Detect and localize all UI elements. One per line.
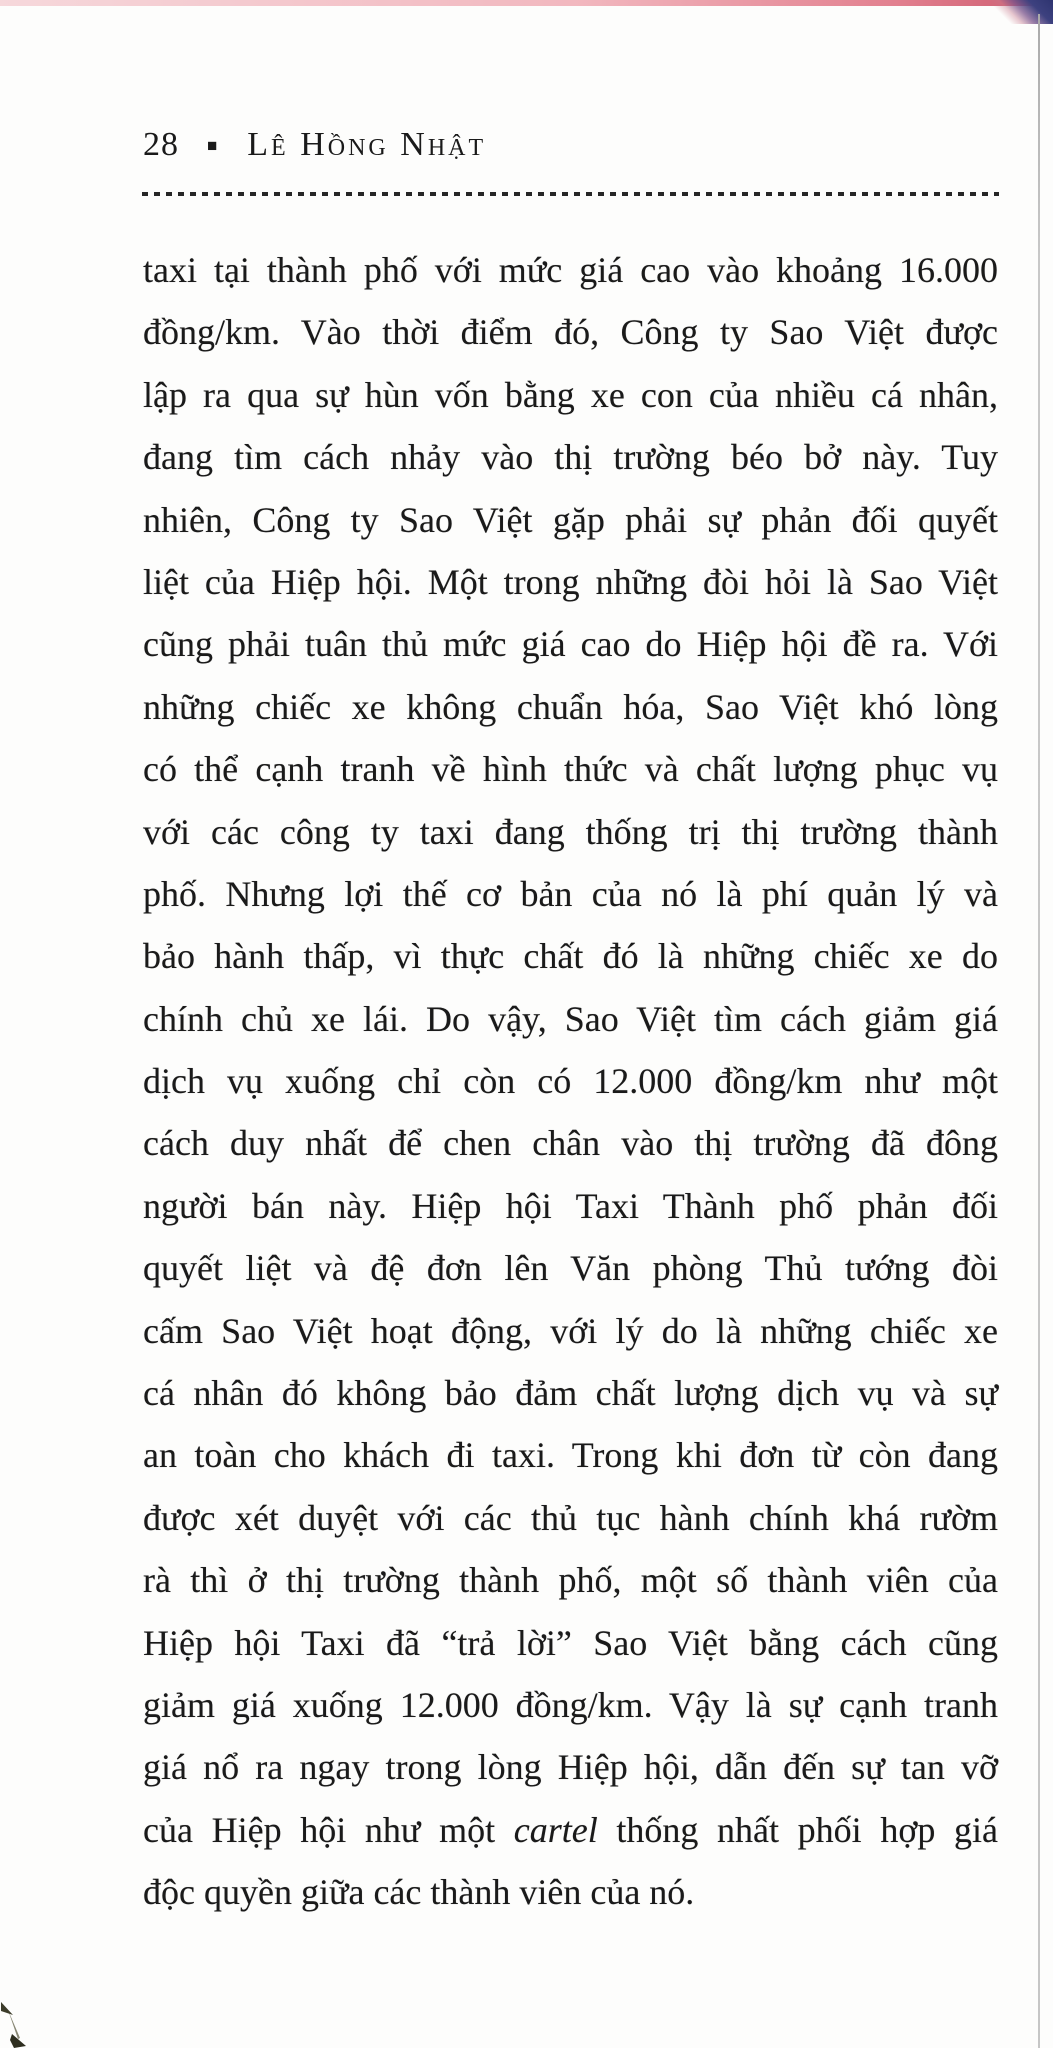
text-line: an toàn cho khách đi taxi. Trong khi đơn từ còn đang xyxy=(143,1435,998,1476)
square-bullet-icon: ■ xyxy=(207,136,218,155)
text-line: được xét duyệt với các thủ tục hành chính khá rườm xyxy=(143,1497,998,1538)
scan-artifact-bottom-left-mark xyxy=(0,1996,40,2048)
text-line: cấm Sao Việt hoạt động, với lý do là những chiếc xe xyxy=(143,1310,998,1351)
text-line: cá nhân đó không bảo đảm chất lượng dịch vụ và sự xyxy=(143,1373,998,1414)
text-line: có thể cạnh tranh về hình thức và chất lượng phục vụ xyxy=(143,749,998,790)
body-text xyxy=(143,239,998,1924)
text-line: phố. Nhưng lợi thế cơ bản của nó là phí quản lý và xyxy=(143,873,998,914)
text-line: dịch vụ xuống chỉ còn có 12.000 đồng/km như một xyxy=(143,1061,998,1102)
text-line: Hiệp hội Taxi đã “trả lời” Sao Việt bằng cách cũng xyxy=(143,1622,998,1663)
running-head-author: Lê Hồng Nhật xyxy=(247,126,487,163)
text-line: taxi tại thành phố với mức giá cao vào khoảng 16.000 xyxy=(143,250,998,290)
scan-artifact-corner-blob xyxy=(989,0,1053,24)
text-line: rà thì ở thị trường thành phố, một số thành viên của xyxy=(143,1560,998,1601)
page-edge-line xyxy=(1038,14,1040,2048)
text-line: bảo hành thấp, vì thực chất đó là những chiếc xe do xyxy=(143,936,998,977)
header-divider-dashed-rule xyxy=(142,192,999,196)
text-line: đang tìm cách nhảy vào thị trường béo bở này. Tuy xyxy=(143,437,998,478)
text-line: đồng/km. Vào thời điểm đó, Công ty Sao Việt được xyxy=(143,312,998,353)
text-line: quyết liệt và đệ đơn lên Văn phòng Thủ tướng đòi xyxy=(143,1248,998,1289)
scan-artifact-top-streak xyxy=(0,0,1053,6)
text-line: người bán này. Hiệp hội Taxi Thành phố phản đối xyxy=(143,1185,998,1226)
text-line: của Hiệp hội như một cartel thống nhất phối hợp giá xyxy=(143,1809,998,1850)
text-line: độc quyền giữa các thành viên của nó. xyxy=(143,1872,695,1913)
text-line: giảm giá xuống 12.000 đồng/km. Vậy là sự cạnh tranh xyxy=(143,1684,998,1725)
text-line: liệt của Hiệp hội. Một trong những đòi hỏi là Sao Việt xyxy=(143,561,998,602)
text-line: chính chủ xe lái. Do vậy, Sao Việt tìm cách giảm giá xyxy=(143,998,998,1039)
running-head xyxy=(143,126,999,164)
page-number: 28 xyxy=(143,126,179,163)
text-line: lập ra qua sự hùn vốn bằng xe con của nhiều cá nhân, xyxy=(143,374,998,415)
text-line: cách duy nhất để chen chân vào thị trường đã đông xyxy=(143,1123,998,1164)
text-line: với các công ty taxi đang thống trị thị trường thành xyxy=(143,811,998,852)
text-line: cũng phải tuân thủ mức giá cao do Hiệp hội đề ra. Với xyxy=(143,624,998,665)
text-line: nhiên, Công ty Sao Việt gặp phải sự phản đối quyết xyxy=(143,499,998,540)
text-line: giá nổ ra ngay trong lòng Hiệp hội, dẫn đến sự tan vỡ xyxy=(143,1747,998,1788)
text-line: những chiếc xe không chuẩn hóa, Sao Việt khó lòng xyxy=(143,686,998,727)
